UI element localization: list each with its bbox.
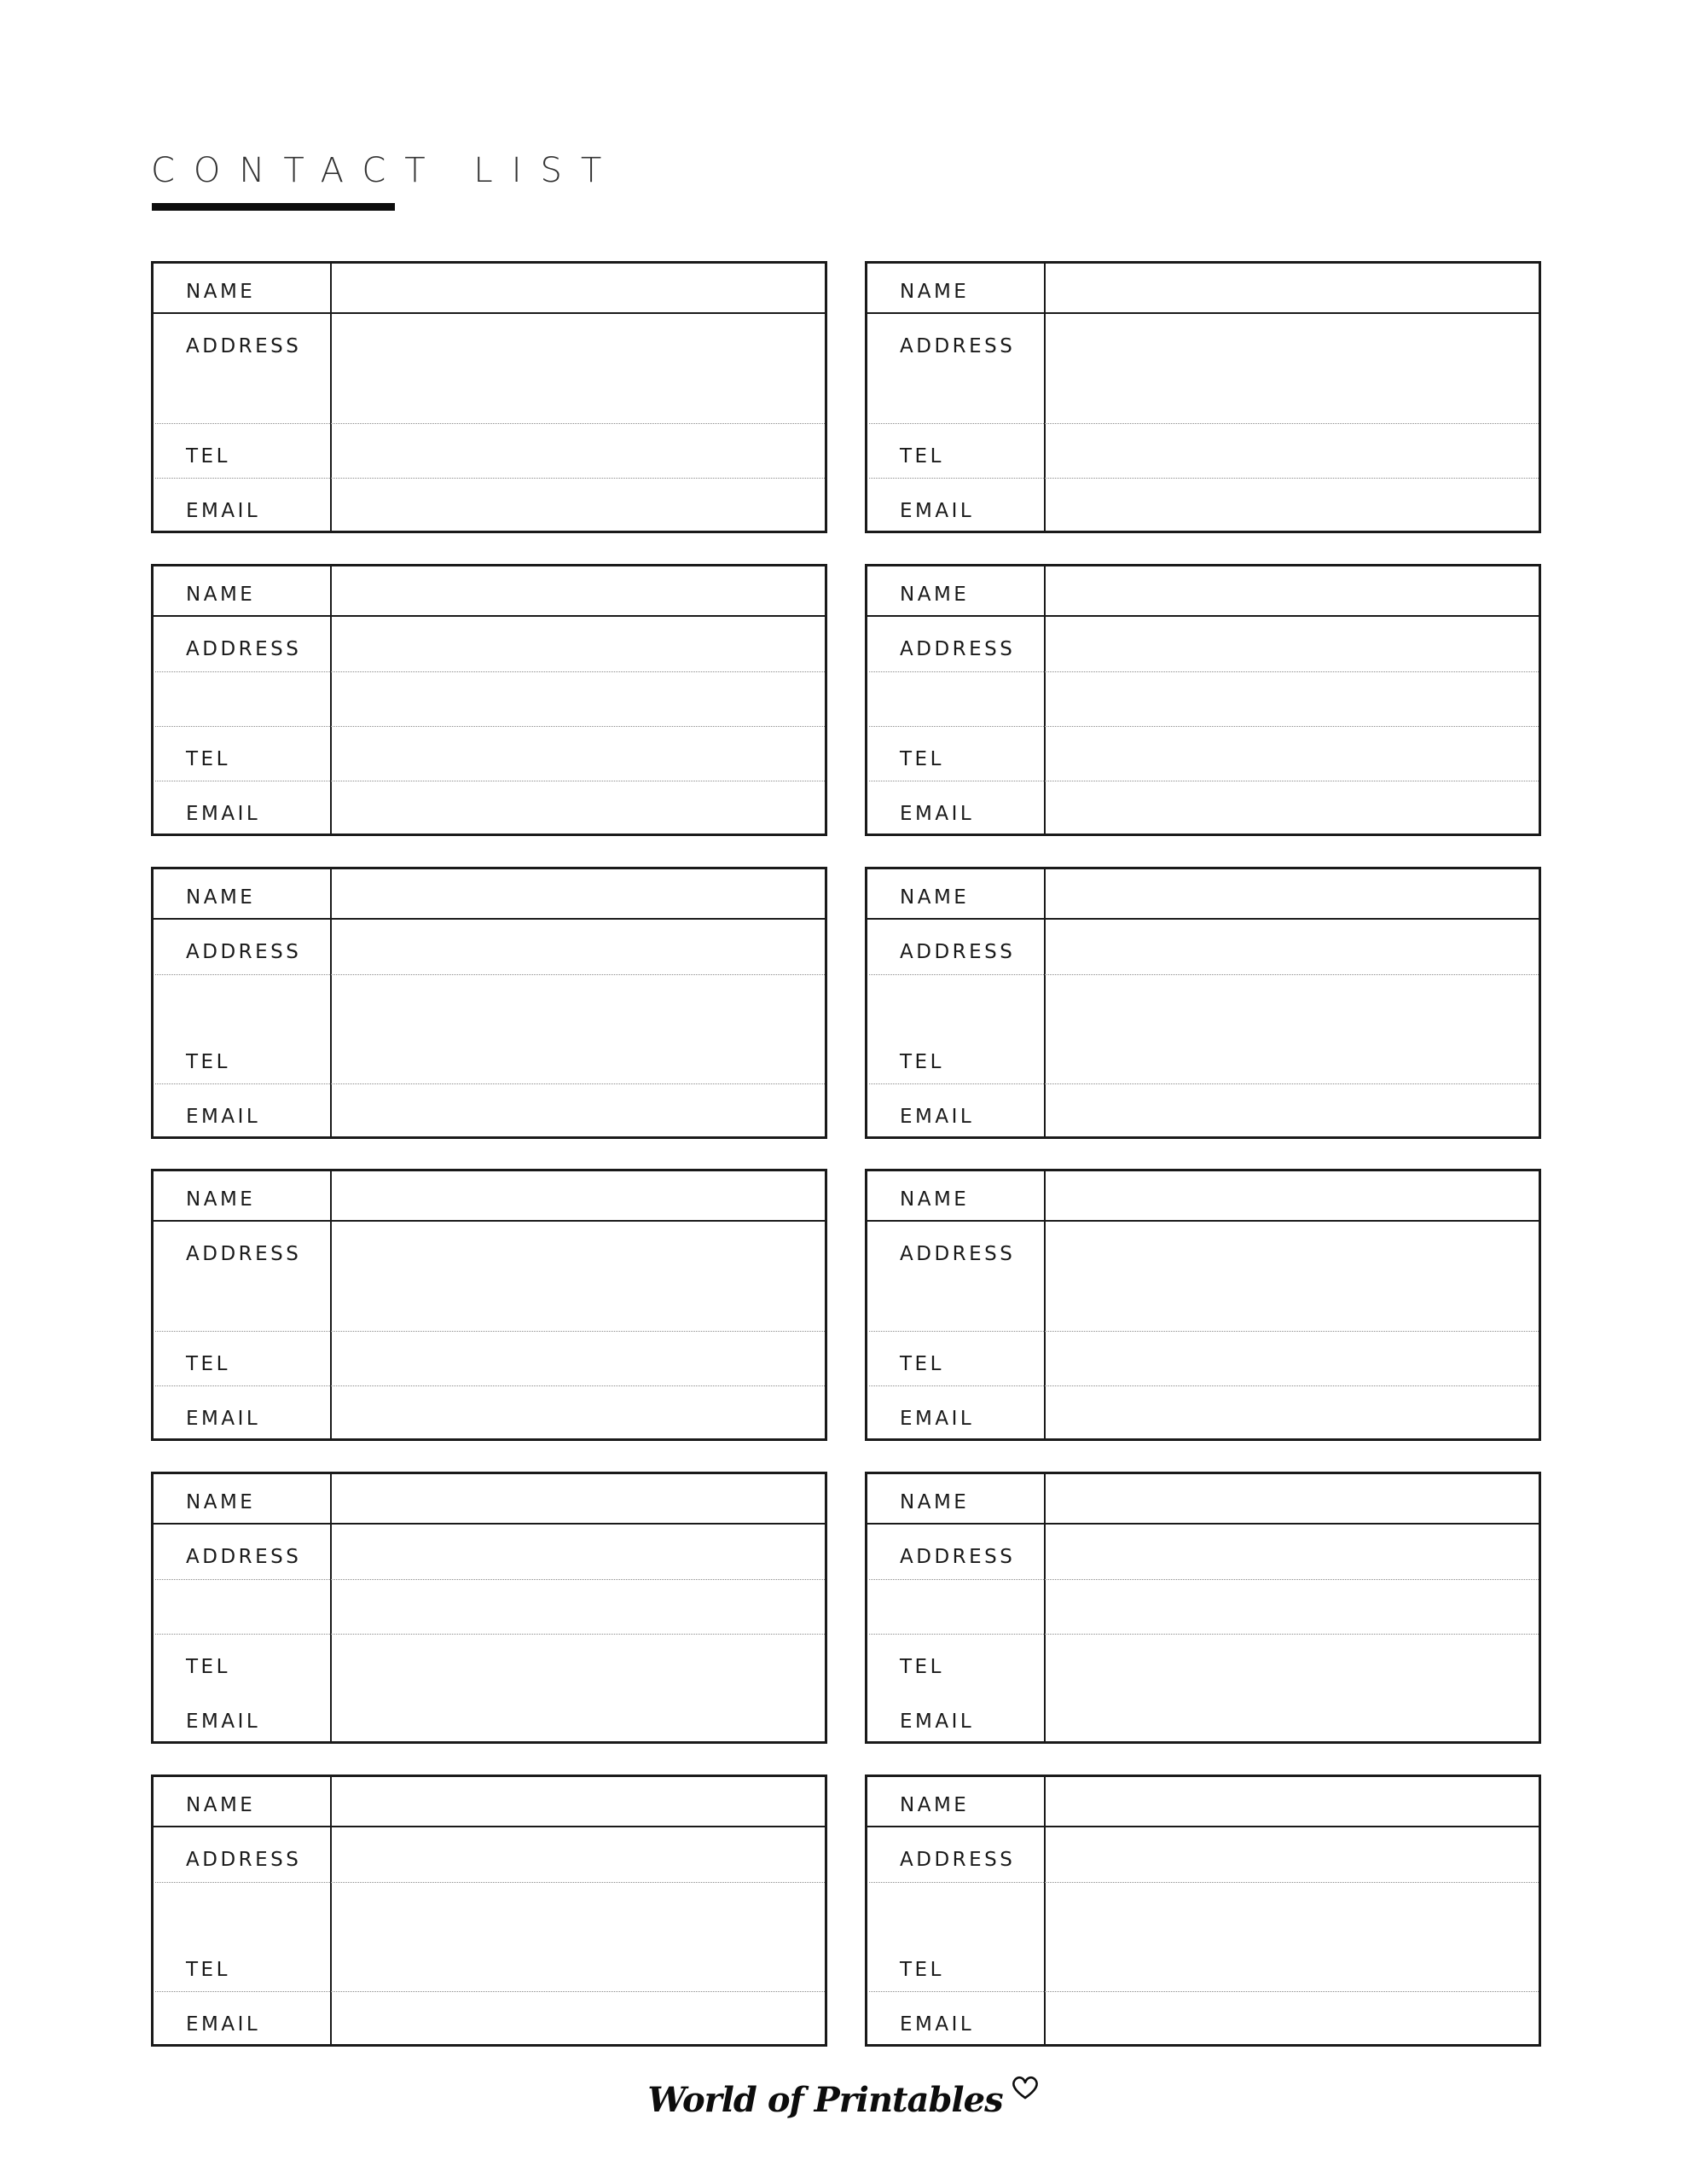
dotted-rule — [155, 726, 825, 727]
email-field[interactable] — [1048, 1994, 1535, 2042]
name-field[interactable] — [1048, 869, 1535, 918]
tel-field[interactable] — [334, 1636, 821, 1688]
name-label: NAME — [900, 281, 970, 303]
email-label: EMAIL — [900, 1106, 975, 1128]
name-field[interactable] — [1048, 1474, 1535, 1523]
dotted-rule — [155, 1385, 825, 1386]
address-field[interactable] — [334, 1223, 821, 1331]
name-label: NAME — [900, 1794, 970, 1816]
name-field[interactable] — [334, 1474, 821, 1523]
address-field[interactable] — [334, 1525, 821, 1634]
address-label: ADDRESS — [900, 638, 1016, 660]
column-divider — [330, 264, 332, 531]
address-label: ADDRESS — [900, 1849, 1016, 1871]
logo-text: World of Printables — [647, 2080, 1003, 2120]
name-label: NAME — [900, 1491, 970, 1513]
tel-field[interactable] — [334, 1939, 821, 1991]
tel-field[interactable] — [1048, 1031, 1535, 1083]
address-field[interactable] — [1048, 1525, 1535, 1634]
tel-label: TEL — [900, 1656, 944, 1678]
name-label: NAME — [186, 886, 256, 909]
dotted-rule — [869, 1634, 1539, 1635]
tel-field[interactable] — [1048, 1939, 1535, 1991]
tel-field[interactable] — [1048, 426, 1535, 478]
email-label: EMAIL — [186, 1711, 261, 1733]
column-divider — [330, 1777, 332, 2044]
address-label: ADDRESS — [186, 1243, 302, 1265]
email-field[interactable] — [334, 1388, 821, 1436]
brand-logo — [0, 2080, 1687, 2120]
email-label: EMAIL — [900, 1408, 975, 1430]
column-divider — [330, 566, 332, 834]
address-field[interactable] — [334, 1828, 821, 1937]
tel-label: TEL — [186, 445, 230, 468]
column-divider — [1044, 264, 1046, 531]
address-field[interactable] — [1048, 1828, 1535, 1937]
email-field[interactable] — [334, 1086, 821, 1134]
dotted-rule — [869, 1991, 1539, 1992]
solid-rule — [867, 918, 1539, 920]
address-label: ADDRESS — [186, 638, 302, 660]
email-label: EMAIL — [186, 1408, 261, 1430]
column-divider — [330, 1171, 332, 1438]
dotted-rule — [869, 1385, 1539, 1386]
column-divider — [1044, 1777, 1046, 2044]
column-divider — [1044, 566, 1046, 834]
email-field[interactable] — [1048, 1086, 1535, 1134]
tel-label: TEL — [186, 1051, 230, 1073]
email-field[interactable] — [334, 783, 821, 831]
column-divider — [1044, 1474, 1046, 1741]
solid-rule — [867, 615, 1539, 617]
dotted-rule — [869, 1083, 1539, 1084]
contact-card — [865, 564, 1541, 836]
email-label: EMAIL — [900, 500, 975, 522]
name-label: NAME — [900, 584, 970, 606]
email-label: EMAIL — [186, 803, 261, 825]
solid-rule — [867, 312, 1539, 314]
name-label: NAME — [186, 1491, 256, 1513]
address-label: ADDRESS — [900, 1546, 1016, 1568]
address-field[interactable] — [334, 618, 821, 726]
tel-label: TEL — [900, 445, 944, 468]
title-underline — [152, 203, 395, 211]
tel-field[interactable] — [1048, 729, 1535, 781]
address-field[interactable] — [1048, 1223, 1535, 1331]
address-field[interactable] — [1048, 921, 1535, 1029]
tel-field[interactable] — [1048, 1636, 1535, 1688]
address-label: ADDRESS — [186, 941, 302, 963]
name-field[interactable] — [334, 566, 821, 615]
address-label: ADDRESS — [900, 335, 1016, 357]
contact-card — [151, 1472, 827, 1744]
address-label: ADDRESS — [900, 941, 1016, 963]
tel-field[interactable] — [334, 1333, 821, 1385]
column-divider — [330, 1474, 332, 1741]
column-divider — [330, 869, 332, 1136]
solid-rule — [154, 312, 825, 314]
tel-field[interactable] — [334, 426, 821, 478]
contact-card — [151, 1774, 827, 2047]
heart-icon — [1011, 2075, 1040, 2100]
name-label: NAME — [186, 1188, 256, 1211]
contact-card — [151, 867, 827, 1139]
contact-card — [865, 867, 1541, 1139]
name-field[interactable] — [1048, 264, 1535, 312]
dotted-rule — [869, 1331, 1539, 1332]
tel-field[interactable] — [1048, 1333, 1535, 1385]
page-title: CONTACT LIST — [151, 151, 621, 190]
email-field[interactable] — [334, 1994, 821, 2042]
email-field[interactable] — [1048, 1388, 1535, 1436]
email-field[interactable] — [334, 1691, 821, 1739]
name-field[interactable] — [1048, 1171, 1535, 1220]
tel-label: TEL — [900, 1353, 944, 1375]
solid-rule — [154, 1220, 825, 1222]
solid-rule — [867, 1523, 1539, 1525]
address-field[interactable] — [334, 315, 821, 423]
solid-rule — [154, 615, 825, 617]
email-field[interactable] — [1048, 783, 1535, 831]
contact-card — [151, 1169, 827, 1441]
name-field[interactable] — [334, 869, 821, 918]
address-label: ADDRESS — [900, 1243, 1016, 1265]
solid-rule — [154, 1826, 825, 1827]
tel-label: TEL — [186, 1656, 230, 1678]
name-field[interactable] — [334, 264, 821, 312]
dotted-rule — [869, 726, 1539, 727]
name-label: NAME — [900, 886, 970, 909]
name-field[interactable] — [334, 1777, 821, 1826]
contact-card — [151, 261, 827, 533]
tel-label: TEL — [900, 748, 944, 770]
dotted-rule — [155, 478, 825, 479]
dotted-rule — [155, 1991, 825, 1992]
contact-card — [865, 261, 1541, 533]
tel-label: TEL — [186, 1959, 230, 1981]
tel-label: TEL — [186, 1353, 230, 1375]
solid-rule — [867, 1220, 1539, 1222]
address-field[interactable] — [334, 921, 821, 1029]
dotted-rule — [869, 423, 1539, 424]
dotted-rule — [869, 478, 1539, 479]
address-field[interactable] — [1048, 315, 1535, 423]
name-field[interactable] — [334, 1171, 821, 1220]
email-label: EMAIL — [900, 1711, 975, 1733]
address-field[interactable] — [1048, 618, 1535, 726]
solid-rule — [154, 918, 825, 920]
email-label: EMAIL — [186, 2013, 261, 2036]
email-label: EMAIL — [186, 500, 261, 522]
tel-field[interactable] — [334, 1031, 821, 1083]
name-field[interactable] — [1048, 1777, 1535, 1826]
name-label: NAME — [900, 1188, 970, 1211]
email-field[interactable] — [1048, 480, 1535, 528]
address-label: ADDRESS — [186, 1849, 302, 1871]
name-label: NAME — [186, 584, 256, 606]
email-field[interactable] — [334, 480, 821, 528]
dotted-rule — [155, 423, 825, 424]
dotted-rule — [155, 1083, 825, 1084]
address-label: ADDRESS — [186, 335, 302, 357]
tel-label: TEL — [186, 748, 230, 770]
email-field[interactable] — [1048, 1691, 1535, 1739]
contact-card — [865, 1774, 1541, 2047]
dotted-rule — [155, 1634, 825, 1635]
tel-field[interactable] — [334, 729, 821, 781]
contact-card — [865, 1472, 1541, 1744]
solid-rule — [867, 1826, 1539, 1827]
email-label: EMAIL — [900, 2013, 975, 2036]
column-divider — [1044, 869, 1046, 1136]
dotted-rule — [155, 1331, 825, 1332]
name-label: NAME — [186, 281, 256, 303]
tel-label: TEL — [900, 1959, 944, 1981]
tel-label: TEL — [900, 1051, 944, 1073]
email-label: EMAIL — [900, 803, 975, 825]
contact-card — [865, 1169, 1541, 1441]
address-label: ADDRESS — [186, 1546, 302, 1568]
email-label: EMAIL — [186, 1106, 261, 1128]
name-field[interactable] — [1048, 566, 1535, 615]
contact-card — [151, 564, 827, 836]
name-label: NAME — [186, 1794, 256, 1816]
solid-rule — [154, 1523, 825, 1525]
column-divider — [1044, 1171, 1046, 1438]
